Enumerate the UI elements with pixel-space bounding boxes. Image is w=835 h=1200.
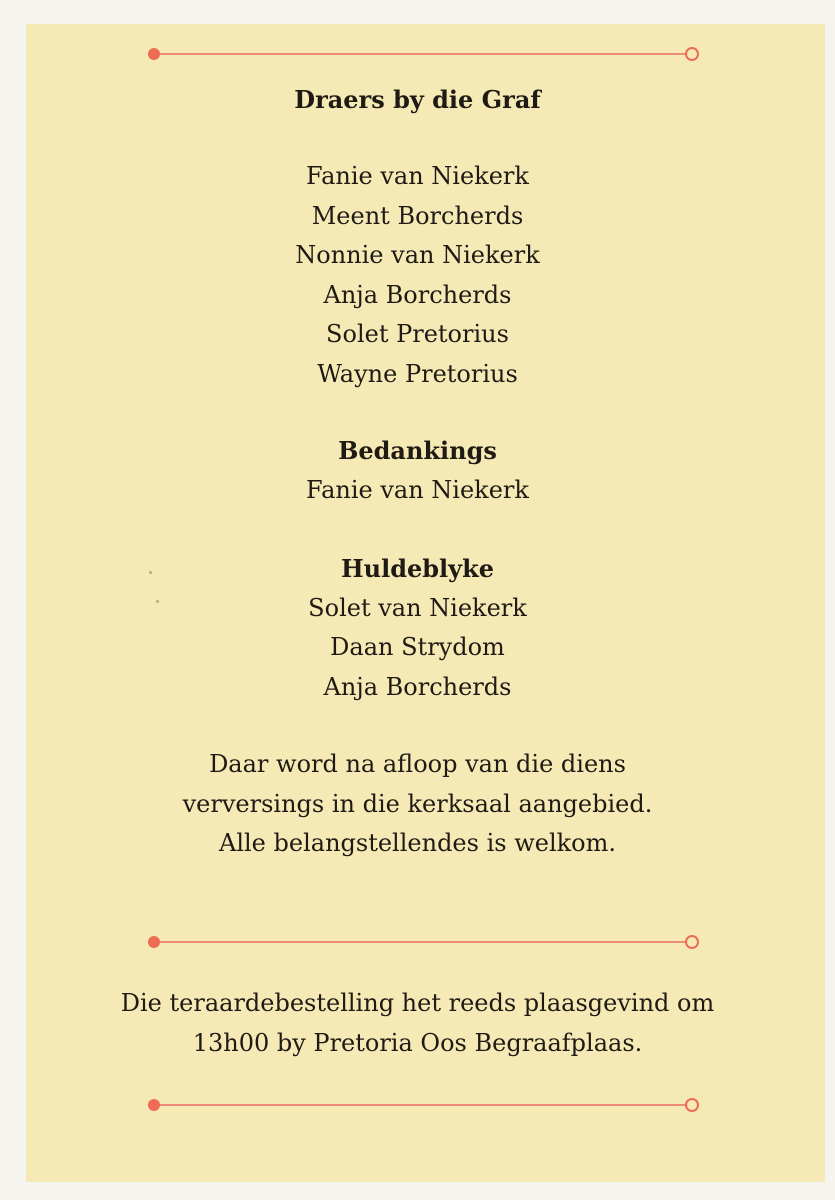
burial-notice (0, 984, 835, 1063)
ornamental-divider-bottom (148, 1098, 699, 1112)
name-item: Wayne Pretorius (317, 359, 518, 388)
name-item: Daan Strydom (330, 633, 505, 661)
section-heading: Huldeblyke (340, 554, 495, 583)
bearers-section (0, 80, 835, 120)
tributes-section (0, 549, 835, 707)
open-circle-icon (685, 1098, 699, 1112)
open-circle-icon (685, 47, 699, 61)
section-heading: Bedankings (338, 436, 497, 465)
notice-line: 13h00 by Pretoria Oos Begraafplaas. (192, 1028, 643, 1057)
open-circle-icon (685, 935, 699, 949)
filled-circle-icon (148, 48, 160, 60)
refreshments-notice (0, 745, 835, 864)
name-item: Solet van Niekerk (308, 593, 527, 622)
name-item: Solet Pretorius (326, 320, 509, 348)
name-item: Meent Borcherds (311, 201, 524, 230)
name-item: Anja Borcherds (323, 672, 512, 701)
divider-line (156, 1104, 691, 1106)
notice-line: Alle belangstellendes is welkom. (219, 829, 616, 857)
divider-line (156, 53, 691, 55)
filled-circle-icon (148, 936, 160, 948)
section-heading: Draers by die Graf (294, 85, 541, 114)
ornamental-divider-middle (148, 935, 699, 949)
name-item: Fanie van Niekerk (306, 162, 529, 190)
divider-line (156, 941, 691, 943)
filled-circle-icon (148, 1099, 160, 1111)
notice-line: verversings in die kerksaal aangebied. (182, 789, 653, 818)
name-item: Fanie van Niekerk (306, 475, 529, 504)
bearers-list (0, 157, 835, 394)
notice-line: Daar word na afloop van die diens (209, 750, 626, 778)
notice-line: Die teraardebestelling het reeds plaasgevind om (120, 989, 715, 1017)
ornamental-divider-top (148, 47, 699, 61)
name-item: Nonnie van Niekerk (295, 241, 540, 269)
name-item: Anja Borcherds (323, 280, 512, 309)
thanks-section (0, 431, 835, 510)
